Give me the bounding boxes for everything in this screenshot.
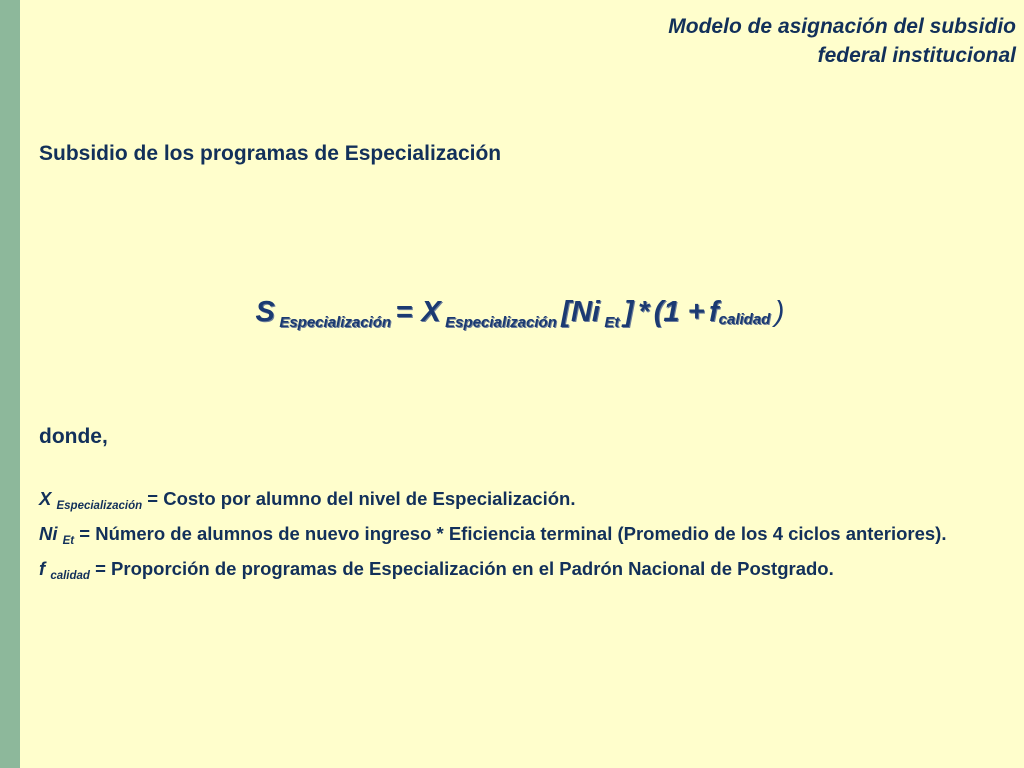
where-label: donde, [39,425,108,448]
formula-s-symbol: S [255,296,275,328]
slide-title-line-2: federal institucional [817,44,1016,67]
formula-f-symbol: f [708,296,719,328]
formula-x-symbol: X [421,296,441,328]
definition-text: = Costo por alumno del nivel de Especialización. [147,488,576,509]
left-accent-bar [0,0,20,768]
formula-x-subscript: Especialización [445,314,557,331]
formula-ni-subscript: Et [604,314,620,331]
definition-text: = Proporción de programas de Especialización en el Padrón Nacional de Postgrado. [95,558,834,579]
definition-subscript: calidad [50,570,90,582]
formula-ni-symbol: Ni [570,296,600,328]
formula-times: * [638,296,650,328]
formula-close-bracket: ] [623,296,634,328]
definitions-list [39,485,979,590]
definition-text: = Número de alumnos de nuevo ingreso * Eficiencia terminal (Promedio de los 4 ciclos anteriores). [79,523,947,544]
formula-f-subscript: calidad [718,311,771,328]
section-heading: Subsidio de los programas de Especialización [39,142,502,165]
definition-item-ni [39,520,979,555]
definition-symbol: X [39,488,52,509]
definition-subscript: Et [62,535,75,547]
formula-s-subscript: Especialización [279,314,392,331]
slide-title [668,12,1016,70]
subsidy-formula [0,296,1024,331]
formula-one-plus: (1 + [653,296,705,328]
definition-item-x [39,485,979,520]
definition-symbol: Ni [39,523,58,544]
definition-symbol: f [39,558,46,579]
definition-subscript: Especialización [56,500,143,512]
formula-open-bracket: [ [561,296,571,328]
definition-item-f [39,555,979,590]
formula-equals: = [395,296,413,328]
formula-close-paren: ) [774,296,785,328]
slide-title-line-1: Modelo de asignación del subsidio [668,15,1016,38]
